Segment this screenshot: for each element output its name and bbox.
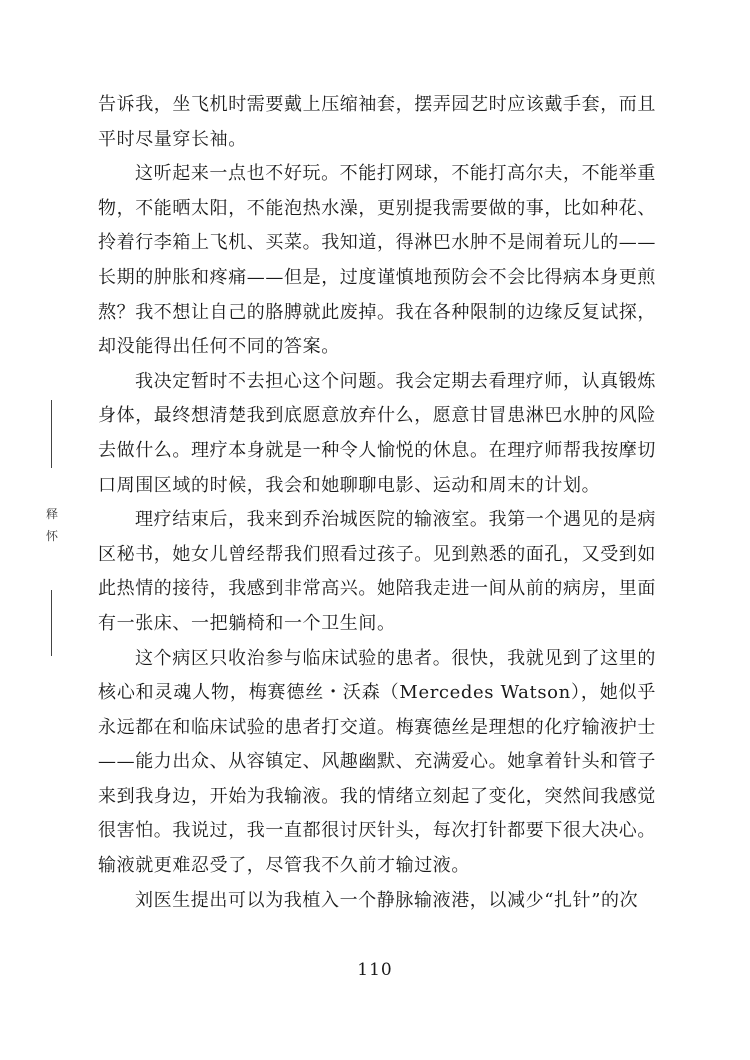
paragraph: 这听起来一点也不好玩。不能打网球，不能打高尔夫，不能举重物，不能晒太阳，不能泡热水澡，更别提我需要做的事，比如种花、拎着行李箱上飞机、买菜。我知道，得淋巴水肿不是闹着玩儿的——长期的肿胀和疼痛——但是，过度谨慎地预防会不会比得病本身更煎熬？我不想让自己的胳膊就此废掉。我在各种限制的边缘反复试探，却没能得出任何不同的答案。 (98, 163, 656, 358)
page-number: 110 (357, 960, 393, 980)
side-rule-bottom (51, 590, 52, 656)
paragraph: 刘医生提出可以为我植入一个静脉输液港，以减少“扎针”的次 (135, 889, 639, 911)
paragraph: 我决定暂时不去担心这个问题。我会定期去看理疗师，认真锻炼身体，最终想清楚我到底愿意放弃什么，愿意甘冒患淋巴水肿的风险去做什么。理疗本身就是一种令人愉悦的休息。在理疗师帮我按摩切口周围区域的时候，我会和她聊聊电影、运动和周末的计划。 (98, 370, 656, 496)
side-rule-top (51, 400, 52, 468)
paragraph: 理疗结束后，我来到乔治城医院的输液室。我第一个遇见的是病区秘书，她女儿曾经帮我们照看过孩子。见到熟悉的面孔，又受到如此热情的接待，我感到非常高兴。她陪我走进一间从前的病房，里面有一张床、一把躺椅和一个卫生间。 (98, 509, 656, 634)
side-label-char: 怀 (45, 529, 58, 543)
side-label-char: 释 (45, 507, 58, 521)
running-header-side-label (44, 503, 60, 547)
body-text (98, 88, 656, 918)
paragraph: 这个病区只收治参与临床试验的患者。很快，我就见到了这里的核心和灵魂人物，梅赛德丝・沃森（Mercedes Watson），她似乎永远都在和临床试验的患者打交道。梅赛德丝是理想的化疗输液护士——能力出众、从容镇定、风趣幽默、充满爱心。她拿着针头和管子来到我身边，开始为我输液。我的情绪立刻起了变化，突然间我感觉很害怕。我说过，我一直都很讨厌针头，每次打针都要下很大决心。输液就更难忍受了，尽管我不久前才输过液。 (98, 647, 656, 877)
paragraph: 告诉我，坐飞机时需要戴上压缩袖套，摆弄园艺时应该戴手套，而且平时尽量穿长袖。 (98, 94, 656, 150)
